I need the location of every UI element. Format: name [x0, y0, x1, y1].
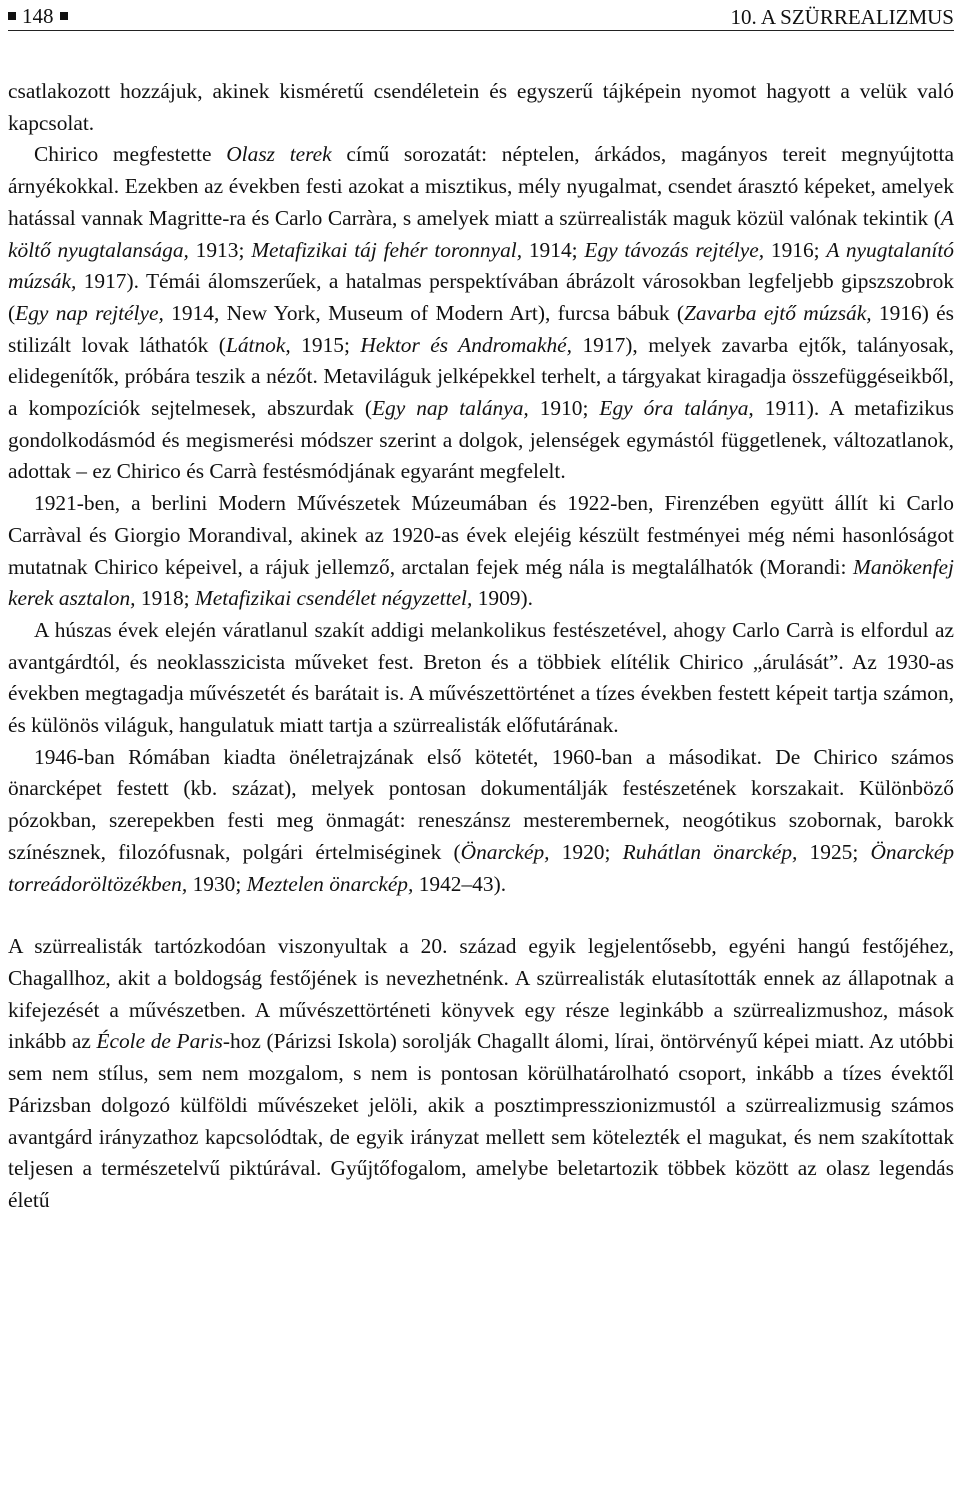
text-run: A szürrealisták tartózkodóan viszonyultak a 20. század egyik legjelentősebb, egyéni hangú festőjéhez, Chagallhoz, akit a boldogság festőjének is nevezhetnénk. A szürrealisták elutasították ennek az állapotnak a kifejezését a művészetben. A művészettörténeti könyvek egy része leginkább a szürrealizmushoz, mások inkább az — [8, 934, 954, 1054]
italic-title: Zavarba ejtő múzsák, — [684, 300, 872, 325]
text-run: 1910; — [528, 396, 600, 421]
paragraph — [8, 742, 954, 901]
italic-title: Manökenfej kerek asztalon, — [8, 554, 954, 611]
text-run: 1916) és stilizált lovak láthatók ( — [8, 300, 954, 357]
italic-title: Egy óra talánya, — [599, 396, 754, 421]
italic-title: Egy nap rejtélye, — [15, 300, 164, 325]
square-bullet-icon — [8, 12, 16, 20]
italic-title: Látnok, — [225, 332, 291, 357]
text-run: 1920; — [549, 839, 623, 864]
body-text — [8, 76, 954, 1217]
chapter-title: 10. A SZÜRREALIZMUS — [730, 5, 954, 29]
running-head — [8, 4, 954, 31]
italic-title: A költő nyugtalansága, — [8, 205, 954, 262]
text-run: 1917). Témái álomszerűek, a hatalmas perspektívában ábrázolt városokban legfeljebb gipszszobrok ( — [8, 269, 954, 325]
text-run: 1916; — [764, 237, 827, 262]
text-run: 1921-ben, a berlini Modern Művészetek Múzeumában és 1922-ben, Firenzében együtt állít ki Carlo Carràval és Giorgio Morandival, akinek az 1920-as évek elejéig készült festményei még némi hasonlóságot mutatnak Chirico képeivel, a rájuk jellemző, arctalan fejek még nála is megtalálhatók (Morandi: — [8, 491, 954, 579]
italic-title: École de Paris — [96, 1029, 223, 1054]
page-number: 148 — [22, 4, 54, 28]
italic-title: Önarckép, — [460, 839, 550, 864]
text-run: 1914, New York, Museum of Modern Art), furcsa bábuk ( — [163, 300, 684, 325]
italic-title: Metafizikai táj fehér toronnyal, — [251, 237, 523, 262]
paragraph — [8, 615, 954, 742]
paragraph — [8, 76, 954, 139]
italic-title: Ruhátlan önarckép, — [622, 839, 798, 864]
italic-title: Önarckép torreádoröltözékben, — [8, 839, 955, 896]
text-run: A húszas évek elején váratlanul szakít addigi melankolikus festészetével, ahogy Carlo Carrà is elfordul az avantgárdtól, és neoklasszicista műveket fest. Breton és a többiek elítélik Chirico „árulását”. Az 1930-as években megtagadja művészetét és barátait is. A művészettörténet a tízes években festett képeit tartja számon, és különös világuk, hangulatuk miatt tartja a szürrealisták előfutárának. — [8, 617, 954, 738]
paragraph — [8, 931, 954, 1216]
italic-title: Meztelen önarckép, — [246, 871, 414, 896]
text-run: 1914; — [522, 237, 585, 262]
paragraph — [8, 488, 954, 615]
text-run: 1913; — [188, 237, 252, 262]
text-run: 1915; — [290, 332, 361, 357]
running-head-left — [8, 4, 74, 28]
italic-title: Egy nap talánya, — [371, 396, 529, 421]
text-run: 1925; — [797, 839, 871, 864]
italic-title: A nyugtalanító múzsák, — [8, 237, 954, 294]
italic-title: Egy távozás rejtélye, — [584, 237, 765, 262]
text-run: 1930; — [187, 871, 247, 896]
text-run: 1946-ban Rómában kiadta önéletrajzának első kötetét, 1960-ban a másodikat. De Chirico számos önarcképet festett (kb. százat), melyek pontosan dokumentálják festészetének korszakait. Különböző pózokban, szerepekben festi meg önmagát: reneszánsz mesterembernek, neogótikus szobornak, barokk színésznek, filozófusnak, polgári értelmiséginek ( — [8, 744, 954, 864]
square-bullet-icon — [60, 12, 68, 20]
text-run: 1942–43). — [413, 871, 507, 896]
text-run: 1918; — [135, 586, 195, 611]
text-run: 1917), melyek zavarba ejtők, talányosak, elidegenítők, próbára teszik a nézőt. Metaviláguk jelképekkel terhelt, a tárgyakat kiragadja összefüggéseikből, a kompozíciók sejtelmesek, abszurdak ( — [8, 332, 954, 421]
text-run: 1909). — [472, 586, 533, 611]
text-run: 1911). A metafizikus gondolkodásmód és megismerési módszer szerint a dolgok, jelenségek egymástól függetlenek, változatlanok, adottak – ez Chirico és Carrà festésmódjának egyaránt megfelelt. — [8, 396, 954, 484]
italic-title: Hektor és Andromakhé, — [360, 332, 573, 357]
italic-title: Olasz terek — [226, 142, 332, 167]
text-run: Chirico megfestette — [34, 142, 227, 167]
text-run: csatlakozott hozzájuk, akinek kisméretű csendéletein és egyszerű tájképein nyomot hagyott a velük való kapcsolat. — [8, 79, 954, 135]
italic-title: Metafizikai csendélet négyzettel, — [194, 586, 473, 611]
text-run: című sorozatát: néptelen, árkádos, magányos tereit megnyújtotta árnyékokkal. Ezekben az években festi azokat a misztikus, mély nyugalmat, csendet árasztó képeket, amelyek hatással vannak Magritte-ra és Carlo Carràra, s amelyek miatt a szürrealisták maguk közül valónak tekintik ( — [8, 142, 954, 230]
paragraph — [8, 139, 954, 488]
text-run: -hoz (Párizsi Iskola) sorolják Chagallt álomi, lírai, öntörvényű képei miatt. Az utóbbi sem nem stílus, sem nem mozgalom, s nem is pontosan körülhatárolható csoport, inkább a tízes évektől Párizsban dolgozó külföldi művészeket jelöli, akik a posztimpresszionizmustól a szürrealizmusig számos avantgárd irányzathoz kapcsolódtak, de egyik irányzat mellett sem kötelezték el magukat, és nem szakítottak teljesen a természetelvű piktúrával. Gyűjtőfogalom, amelybe beletartozik többek között az olasz legendás életű — [8, 1029, 954, 1212]
